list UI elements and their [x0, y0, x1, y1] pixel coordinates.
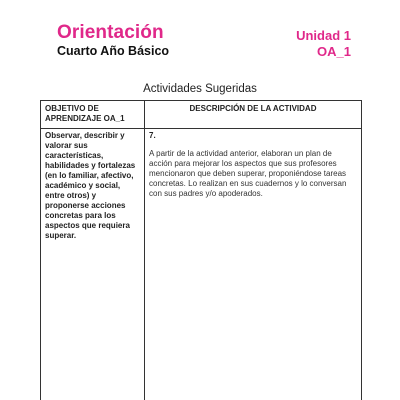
document-title: Orientación: [57, 22, 164, 43]
description-cell: [145, 129, 362, 400]
description-column-header: DESCRIPCIÓN DE LA ACTIVIDAD: [145, 101, 362, 129]
grade-subtitle: Cuarto Año Básico: [57, 44, 170, 58]
unit-label: Unidad 1: [296, 28, 351, 43]
activities-table: [40, 100, 362, 400]
section-heading: Actividades Sugeridas: [143, 83, 257, 95]
objective-cell: Observar, describir y valorar sus características, habilidades y fortalezas (en lo familiar, afectivo, académico y social, entre otros) y proponerse acciones concretas para los aspectos que requiera superar.: [41, 129, 145, 400]
activity-number: 7.: [149, 131, 156, 140]
objective-column-header: OBJETIVO DE APRENDIZAJE OA_1: [41, 101, 145, 129]
activity-text: A partir de la actividad anterior, elaboran un plan de acción para mejorar los aspectos que sus profesores mencionaron que deben superar, proponiéndose tareas concretas. Lo realizan en sus cuadernos y lo conversan con sus padres y/o apoderados.: [149, 149, 347, 198]
oa-label: OA_1: [317, 44, 351, 59]
table-header-row: [41, 101, 362, 129]
table-row: [41, 129, 362, 400]
